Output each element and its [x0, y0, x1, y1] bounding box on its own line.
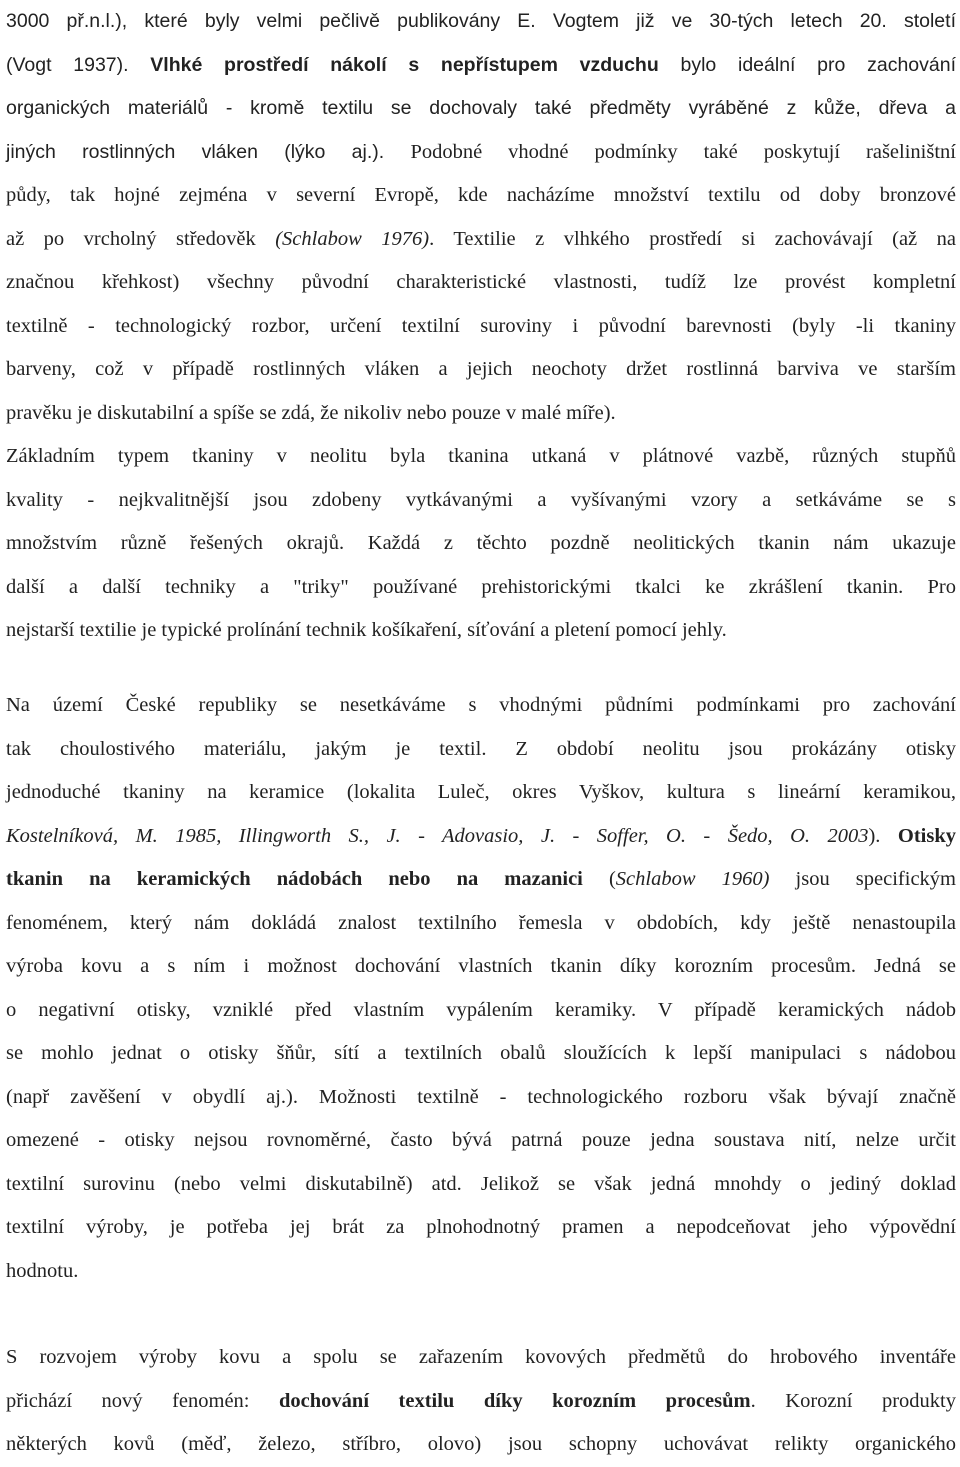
- text-run: množstvím různě řešených okrajů. Každá z těchto pozdně neolitických tkanin nám ukazuje: [6, 532, 956, 554]
- text-run: textilní surovinu (nebo velmi diskutabilně) atd. Jelikož se však jedná mnohdy o jediný doklad: [6, 1172, 956, 1195]
- text-line: [6, 174, 956, 218]
- text-run: ).: [868, 824, 898, 847]
- text-run: (Vogt 1937).: [6, 53, 151, 76]
- text-run: bylo ideální pro zachování: [658, 53, 956, 76]
- text-line: [6, 728, 956, 772]
- text-line: [6, 989, 956, 1033]
- text-run: omezené - otisky nejsou rovnoměrné, často bývá patrná pouze jedna soustava nití, nelze určit: [6, 1129, 956, 1151]
- text-line: [6, 435, 956, 479]
- text-line: [6, 566, 956, 610]
- text-run: fenoménem, který nám dokládá znalost textilního řemesla v obdobích, kdy ještě nenastoupila: [6, 911, 956, 934]
- text-run: přichází nový fenomén:: [6, 1389, 280, 1412]
- text-run: barveny, což v případě rostlinných vláken a jejich neochoty držet rostlinná barviva ve starším: [6, 358, 956, 380]
- text-line: [6, 305, 956, 349]
- text-line: [6, 771, 956, 815]
- text-run: Podobné vhodné podmínky také poskytují rašeliništní: [410, 140, 956, 163]
- text-run: značnou křehkost) všechny původní charakteristické vlastnosti, tudíž lze provést kompletní: [6, 271, 956, 293]
- text-line: [6, 1163, 956, 1207]
- text-run: další a další techniky a "triky" používané prehistorickými tkalci ke zkrášlení tkanin. Pro: [6, 575, 956, 598]
- text-run: Otisky: [897, 824, 956, 847]
- text-run: hodnotu.: [6, 1259, 79, 1282]
- text-line: [6, 1119, 956, 1163]
- text-run: půdy, tak hojné zejména v severní Evropě, kde nacházíme množství textilu od doby bronzové: [6, 184, 956, 206]
- text-run: nejstarší textilie je typické prolínání technik košíkaření, síťování a pletení pomocí jehly.: [6, 619, 727, 641]
- text-run: pravěku je diskutabilní a spíše se zdá, že nikoliv nebo pouze v malé míře).: [6, 401, 616, 424]
- text-line: [6, 1032, 956, 1076]
- text-run: Kostelníková, M. 1985, Illingworth S., J. - Adovasio, J. - Soffer, O. - Šedo, O. 2003: [6, 824, 869, 847]
- text-run: 3000 př.n.l.), které byly velmi pečlivě publikovány E. Vogtem již ve 30-tých letech 20. století: [6, 10, 956, 32]
- paragraph-1: [6, 0, 956, 653]
- text-line: [6, 261, 956, 305]
- text-line: [6, 0, 956, 44]
- text-run: se mohlo jednat o otisky šňůr, sítí a textilních obalů sloužících k lepší manipulaci s nádobou: [6, 1042, 956, 1064]
- text-run: Základním typem tkaniny v neolitu byla tkanina utkaná v plátnové vazbě, různých stupňů: [6, 445, 956, 467]
- text-run: (Schlabow 1976): [275, 227, 430, 250]
- text-run: tkanin na keramických nádobách nebo na mazanici: [6, 868, 583, 890]
- text-line: [6, 684, 956, 728]
- text-run: S rozvojem výroby kovu a spolu se zařazením kovových předmětů do hrobového inventáře: [6, 1346, 956, 1368]
- text-run: jiných rostlinných vláken (lýko aj.).: [6, 140, 411, 163]
- text-run: textilně - technologický rozbor, určení textilní suroviny i původní barevnosti (byly -li tkaniny: [6, 314, 956, 337]
- text-line: [6, 945, 956, 989]
- text-run: textilní výroby, je potřeba jej brát za plnohodnotný pramen a nepodceňovat jeho výpovědní: [6, 1216, 956, 1238]
- text-run: jednoduché tkaniny na keramice (lokalita Luleč, okres Vyškov, kultura s lineární keramikou,: [6, 781, 956, 803]
- text-line: [6, 479, 956, 523]
- text-run: dochování textilu díky korozním procesům: [279, 1389, 751, 1412]
- text-run: Vlhké prostředí nákolí s nepřístupem vzduchu: [150, 53, 659, 76]
- text-run: . Textilie z vlhkého prostředí si zachovávají (až na: [429, 227, 956, 250]
- text-run: až po vrcholný středověk: [6, 227, 276, 250]
- text-line: [6, 522, 956, 566]
- text-line: [6, 815, 956, 859]
- paragraph-3: [6, 1336, 956, 1467]
- text-run: . Korozní produkty: [750, 1389, 956, 1412]
- text-run: (: [582, 868, 616, 890]
- text-line: [6, 1206, 956, 1250]
- text-run: výroba kovu a s ním i možnost dochování vlastních tkanin díky korozním procesům. Jedná se: [6, 955, 956, 977]
- text-line: [6, 87, 956, 131]
- text-line: [6, 218, 956, 262]
- text-line: [6, 1250, 956, 1294]
- text-run: Schlabow 1960): [615, 868, 770, 890]
- text-line: [6, 392, 956, 436]
- text-run: organických materiálů - kromě textilu se dochovaly také předměty vyráběné z kůže, dřeva a: [6, 97, 956, 119]
- paragraph-2: [6, 684, 956, 1293]
- text-line: [6, 1076, 956, 1120]
- text-line: [6, 44, 956, 88]
- text-line: [6, 858, 956, 902]
- text-line: [6, 1380, 956, 1424]
- text-line: [6, 609, 956, 653]
- text-line: [6, 1336, 956, 1380]
- text-run: některých kovů (měď, železo, stříbro, olovo) jsou schopny uchovávat relikty organického: [6, 1433, 956, 1455]
- text-run: kvality - nejkvalitnější jsou zdobeny vytkávanými a vyšívanými vzory a setkáváme se s: [6, 488, 956, 511]
- text-run: Na území České republiky se nesetkáváme s vhodnými půdními podmínkami pro zachování: [6, 694, 956, 716]
- text-run: jsou specifickým: [769, 868, 956, 890]
- text-line: [6, 902, 956, 946]
- text-run: tak choulostivého materiálu, jakým je textil. Z období neolitu jsou prokázány otisky: [6, 737, 956, 760]
- text-run: o negativní otisky, vzniklé před vlastním vypálením keramiky. V případě keramických nádob: [6, 998, 956, 1021]
- text-line: [6, 348, 956, 392]
- text-line: [6, 131, 956, 175]
- text-run: (např zavěšení v obydlí aj.). Možnosti textilně - technologického rozboru však bývají značně: [6, 1085, 956, 1108]
